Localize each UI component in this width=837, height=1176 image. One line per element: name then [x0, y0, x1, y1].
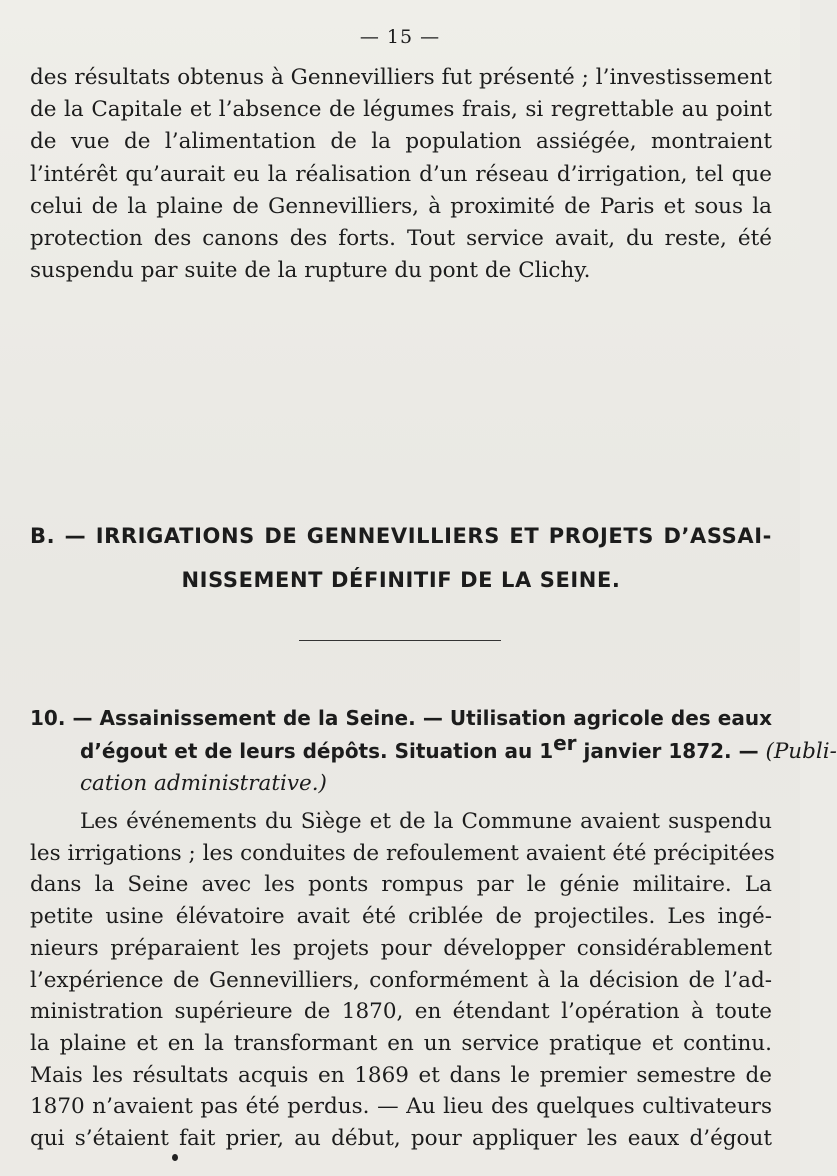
article-publication: cation administrative.) [80, 771, 327, 796]
article-title-superscript: er [553, 731, 577, 755]
paragraph-line: de vue de l’alimentation de la population assiégée, montraient [30, 129, 772, 155]
body-line: petite usine élévatoire avait été criblée de projectiles. Les ingé- [30, 904, 772, 930]
paragraph-line: protection des canons des forts. Tout service avait, du reste, été [30, 226, 772, 252]
ink-speck [172, 1154, 178, 1161]
body-line: la plaine et en la transformant en un service pratique et continu. [30, 1030, 772, 1056]
article-body [30, 806, 775, 1155]
paragraph-line: de la Capitale et l’absence de légumes frais, si regrettable au point [30, 97, 772, 123]
article-number: 10. [30, 706, 66, 730]
body-line: Les événements du Siège et de la Commune avaient suspendu [80, 809, 772, 834]
article-title: janvier 1872. — [576, 739, 759, 763]
paragraph-line: des résultats obtenus à Gennevilliers fut présenté ; l’investissement [30, 65, 772, 90]
article-title: d’égout et de leurs dépôts. Situation au 1 [80, 739, 554, 763]
section-heading [30, 514, 772, 602]
page-number: — 15 — [359, 26, 441, 48]
opening-paragraph [30, 62, 772, 287]
body-line: qui s’étaient fait prier, au début, pour appliquer les eaux d’égout [30, 1126, 772, 1152]
body-line: l’expérience de Gennevilliers, conformément à la décision de l’ad- [30, 967, 772, 993]
article-heading [30, 702, 837, 800]
body-line: les irrigations ; les conduites de refoulement avaient été précipitées [30, 840, 775, 866]
paragraph-line: suspendu par suite de la rupture du pont de Clichy. [30, 258, 591, 284]
paragraph-line: celui de la plaine de Gennevilliers, à proximité de Paris et sous la [30, 193, 772, 219]
body-line: ministration supérieure de 1870, en étendant l’opération à toute [30, 999, 772, 1025]
article-title-line [30, 768, 772, 800]
section-divider [299, 640, 501, 641]
paragraph-line: l’intérêt qu’aurait eu la réalisation d’un réseau d’irrigation, tel que [30, 161, 772, 187]
section-heading-line: NISSEMENT DÉFINITIF DE LA SEINE. [181, 568, 621, 592]
body-line: dans la Seine avec les ponts rompus par le génie militaire. La [30, 872, 772, 898]
article-title-line [30, 731, 837, 768]
article-publication: (Publi- [758, 739, 837, 764]
body-line: 1870 n’avaient pas été perdus. — Au lieu des quelques cultivateurs [30, 1094, 772, 1120]
article-title-line [30, 702, 772, 735]
section-heading-line: B. — IRRIGATIONS DE GENNEVILLIERS ET PROJETS D’ASSAI- [30, 524, 772, 548]
body-line: Mais les résultats acquis en 1869 et dans le premier semestre de [30, 1062, 772, 1088]
article-title: — Assainissement de la Seine. — Utilisation agricole des eaux [72, 706, 772, 730]
body-line: nieurs préparaient les projets pour développer considérablement [30, 935, 772, 961]
